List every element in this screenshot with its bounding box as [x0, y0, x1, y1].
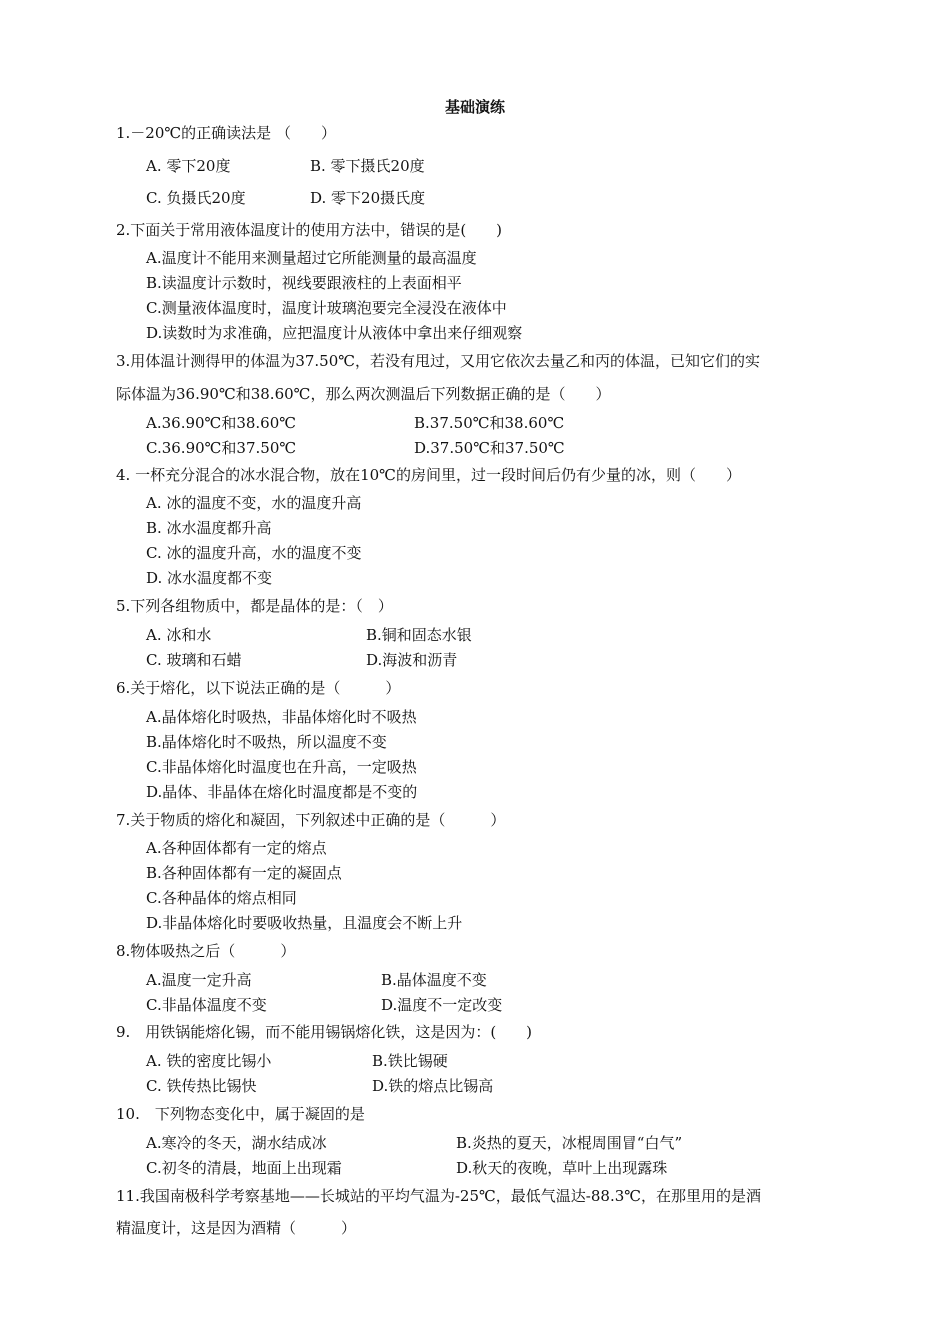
question-10-option-a: A.寒冷的冬天，湖水结成冰	[146, 1134, 327, 1152]
question-3-stem-line-2: 际体温为36.90℃和38.60℃，那么两次测温后下列数据正确的是（ ）	[116, 385, 611, 403]
question-7-option-a: A.各种固体都有一定的熔点	[146, 839, 327, 857]
question-1-option-d: D. 零下20摄氏度	[310, 189, 426, 207]
question-2-option-b: B.读温度计示数时，视线要跟液柱的上表面相平	[146, 274, 462, 292]
question-9-option-d: D.铁的熔点比锡高	[372, 1077, 494, 1095]
question-5-option-a: A. 冰和水	[146, 626, 212, 644]
question-4-option-a: A. 冰的温度不变，水的温度升高	[146, 494, 362, 512]
question-3-option-d: D.37.50℃和37.50℃	[414, 439, 565, 457]
question-8-option-c: C.非晶体温度不变	[146, 996, 267, 1014]
question-4-option-d: D. 冰水温度都不变	[146, 569, 273, 587]
question-7-option-d: D.非晶体熔化时要吸收热量，且温度会不断上升	[146, 914, 463, 932]
question-10-option-c: C.初冬的清晨，地面上出现霜	[146, 1159, 342, 1177]
question-5-stem: 5.下列各组物质中，都是晶体的是：（ ）	[116, 597, 393, 615]
question-3-option-b: B.37.50℃和38.60℃	[414, 414, 565, 432]
question-3-option-a: A.36.90℃和38.60℃	[146, 414, 297, 432]
question-1-option-c: C. 负摄氏20度	[146, 189, 246, 207]
question-10-option-b: B.炎热的夏天，冰棍周围冒“白气”	[456, 1134, 683, 1152]
question-9-stem: 9. 用铁锅能熔化锡，而不能用锡锅熔化铁，这是因为：( )	[116, 1023, 533, 1041]
question-1-stem: 1.－20℃的正确读法是 （ ）	[116, 124, 336, 142]
question-6-option-d: D.晶体、非晶体在熔化时温度都是不变的	[146, 783, 418, 801]
question-4-option-c: C. 冰的温度升高，水的温度不变	[146, 544, 362, 562]
question-3-stem-line-1: 3.用体温计测得甲的体温为37.50℃，若没有甩过，又用它依次去量乙和丙的体温，已知它们的实	[116, 352, 761, 370]
question-10-stem: 10. 下列物态变化中，属于凝固的是	[116, 1105, 365, 1123]
question-5-option-c: C. 玻璃和石蜡	[146, 651, 242, 669]
question-6-option-c: C.非晶体熔化时温度也在升高，一定吸热	[146, 758, 417, 776]
question-8-option-b: B.晶体温度不变	[381, 971, 487, 989]
question-5-option-d: D.海波和沥青	[366, 651, 458, 669]
question-4-stem: 4. 一杯充分混合的冰水混合物，放在10℃的房间里，过一段时间后仍有少量的冰，则（ ）	[116, 466, 741, 484]
question-1-option-b: B. 零下摄氏20度	[310, 157, 425, 175]
question-8-stem: 8.物体吸热之后（ ）	[116, 942, 296, 960]
question-9-option-c: C. 铁传热比锡快	[146, 1077, 257, 1095]
page-title: 基础演练	[444, 98, 505, 116]
question-2-option-d: D.读数时为求准确，应把温度计从液体中拿出来仔细观察	[146, 324, 523, 342]
question-7-option-b: B.各种固体都有一定的凝固点	[146, 864, 342, 882]
question-2-stem: 2.下面关于常用液体温度计的使用方法中，错误的是( )	[116, 221, 503, 239]
question-10-option-d: D.秋天的夜晚，草叶上出现露珠	[456, 1159, 668, 1177]
question-2-option-c: C.测量液体温度时，温度计玻璃泡要完全浸没在液体中	[146, 299, 507, 317]
question-8-option-a: A.温度一定升高	[146, 971, 252, 989]
question-7-stem: 7.关于物质的熔化和凝固，下列叙述中正确的是（ ）	[116, 811, 506, 829]
question-9-option-b: B.铁比锡硬	[372, 1052, 448, 1070]
question-6-option-a: A.晶体熔化时吸热，非晶体熔化时不吸热	[146, 708, 417, 726]
question-6-stem: 6.关于熔化，以下说法正确的是（ ）	[116, 679, 401, 697]
question-6-option-b: B.晶体熔化时不吸热，所以温度不变	[146, 733, 387, 751]
question-7-option-c: C.各种晶体的熔点相同	[146, 889, 297, 907]
question-11-stem-line-2: 精温度计，这是因为酒精（ ）	[116, 1219, 357, 1237]
question-9-option-a: A. 铁的密度比锡小	[146, 1052, 272, 1070]
question-2-option-a: A.温度计不能用来测量超过它所能测量的最高温度	[146, 249, 477, 267]
question-8-option-d: D.温度不一定改变	[381, 996, 503, 1014]
question-5-option-b: B.铜和固态水银	[366, 626, 472, 644]
question-1-option-a: A. 零下20度	[146, 157, 231, 175]
question-3-option-c: C.36.90℃和37.50℃	[146, 439, 297, 457]
question-4-option-b: B. 冰水温度都升高	[146, 519, 272, 537]
question-11-stem-line-1: 11.我国南极科学考察基地——长城站的平均气温为-25℃，最低气温达-88.3℃，在那里用的是酒	[116, 1187, 762, 1205]
